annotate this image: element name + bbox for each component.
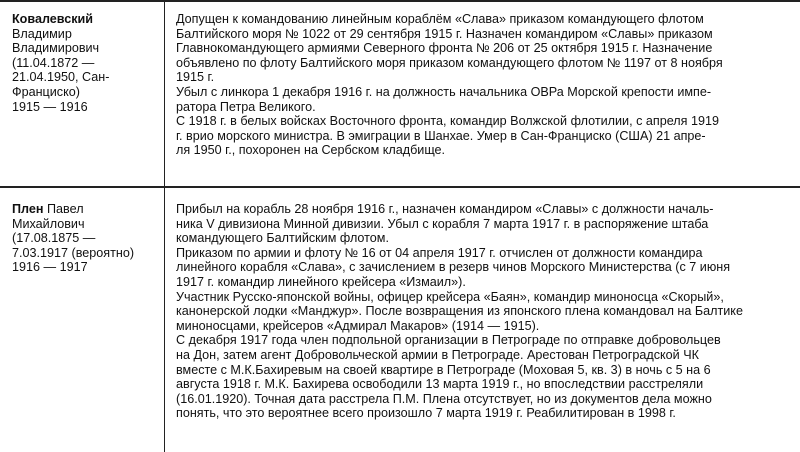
person-dates: 21.04.1950, Сан-: [12, 70, 110, 85]
text-line: понять, что это вероятнее всего произошло 7 марта 1919 г. Реабилитирован в 1998 г.: [176, 406, 676, 421]
text-line: Главнокомандующего армиями Северного фронта № 206 от 25 октября 1915 г. Назначение: [176, 41, 713, 56]
text-line: С 1918 г. в белых войсках Восточного фронта, командир Волжской флотилии, с апреля 1919: [176, 114, 719, 129]
person-dates: 7.03.1917 (вероятно): [12, 245, 135, 260]
biography-cell: [176, 12, 792, 158]
person-given-name: Владимир: [12, 26, 72, 41]
person-dates: Франциско): [12, 84, 80, 99]
text-line: ника V дивизиона Минной дивизии. Убыл с корабля 7 марта 1917 г. в распоряжение штаба: [176, 216, 709, 231]
table-row: [0, 0, 800, 186]
person-service-period: 1915 — 1916: [12, 99, 88, 114]
person-given-name: Павел: [47, 202, 84, 216]
text-line: линейного корабля «Слава», с зачислением в резерв чинов Морского Министерства (с 7 июня: [176, 260, 731, 275]
biography-cell: [176, 202, 792, 421]
person-surname: Ковалевский: [12, 12, 94, 26]
text-line: 1915 г.: [176, 70, 215, 85]
biography-paragraph: [176, 290, 792, 334]
person-dates: (11.04.1872 —: [12, 55, 95, 70]
text-line: Допущен к командованию линейным кораблём «Слава» приказом командующего флотом: [176, 12, 704, 26]
person-patronymic: Владимирович: [12, 41, 100, 56]
person-patronymic: Михайлович: [12, 216, 85, 231]
person-service-period: 1916 — 1917: [12, 260, 88, 275]
biography-paragraph: [176, 114, 792, 158]
person-cell: [12, 202, 160, 275]
text-line: объявлено по флоту Балтийского моря приказом командующего флотом № 1197 от 8 ноября: [176, 55, 723, 70]
biography-paragraph: [176, 85, 792, 114]
text-line: канонерской лодки «Манджур». После возвращения из японского плена командовал на Балтике: [176, 304, 743, 319]
biography-paragraph: [176, 12, 792, 85]
text-line: г. врио морского министра. В эмиграции в Шанхае. Умер в Сан-Франциско (США) 21 апре-: [176, 128, 706, 143]
biography-paragraph: [176, 202, 792, 246]
person-cell: [12, 12, 160, 114]
person-dates: (17.08.1875 —: [12, 231, 96, 246]
text-line: августа 1918 г. М.К. Бахирева освободили 13 марта 1919 г., но впоследствии расстреляли: [176, 377, 704, 392]
text-line: Прибыл на корабль 28 ноября 1916 г., назначен командиром «Славы» с должности началь-: [176, 202, 714, 216]
text-line: С декабря 1917 года член подпольной организации в Петрограде по отправке добровольцев: [176, 333, 721, 348]
text-line: ратора Петра Великого.: [176, 99, 316, 114]
biography-paragraph: [176, 333, 792, 421]
text-line: Участник Русско-японской войны, офицер крейсера «Баян», командир миноносца «Скорый»,: [176, 289, 724, 304]
text-line: 1917 г. командир линейного крейсера «Измаил»).: [176, 274, 466, 289]
text-line: командующего Балтийским флотом.: [176, 231, 389, 246]
text-line: на Дон, затем агент Добровольческой армии в Петрограде. Арестован Петроградской ЧК: [176, 347, 699, 362]
text-line: ля 1950 г., похоронен на Сербском кладбище.: [176, 143, 446, 158]
text-line: Убыл с линкора 1 декабря 1916 г. на должность начальника ОВРа Морской крепости импе-: [176, 84, 712, 99]
person-surname: Плен: [12, 202, 44, 216]
text-line: вместе с М.К.Бахиревым на своей квартире в Петрограде (Моховая 5, кв. 3) в ночь с 5 на 6: [176, 362, 711, 377]
biography-paragraph: [176, 246, 792, 290]
text-line: (16.01.1920). Точная дата расстрела П.М. Плена отсутствует, но из документов дела можно: [176, 391, 712, 406]
text-line: Балтийского моря № 1022 от 29 сентября 1915 г. Назначен командиром «Славы» приказом: [176, 26, 713, 41]
text-line: миноносцами, крейсеров «Адмирал Макаров» (1914 — 1915).: [176, 318, 540, 333]
table-row: [0, 188, 800, 452]
text-line: Приказом по армии и флоту № 16 от 04 апреля 1917 г. отчислен от должности командира: [176, 245, 703, 260]
